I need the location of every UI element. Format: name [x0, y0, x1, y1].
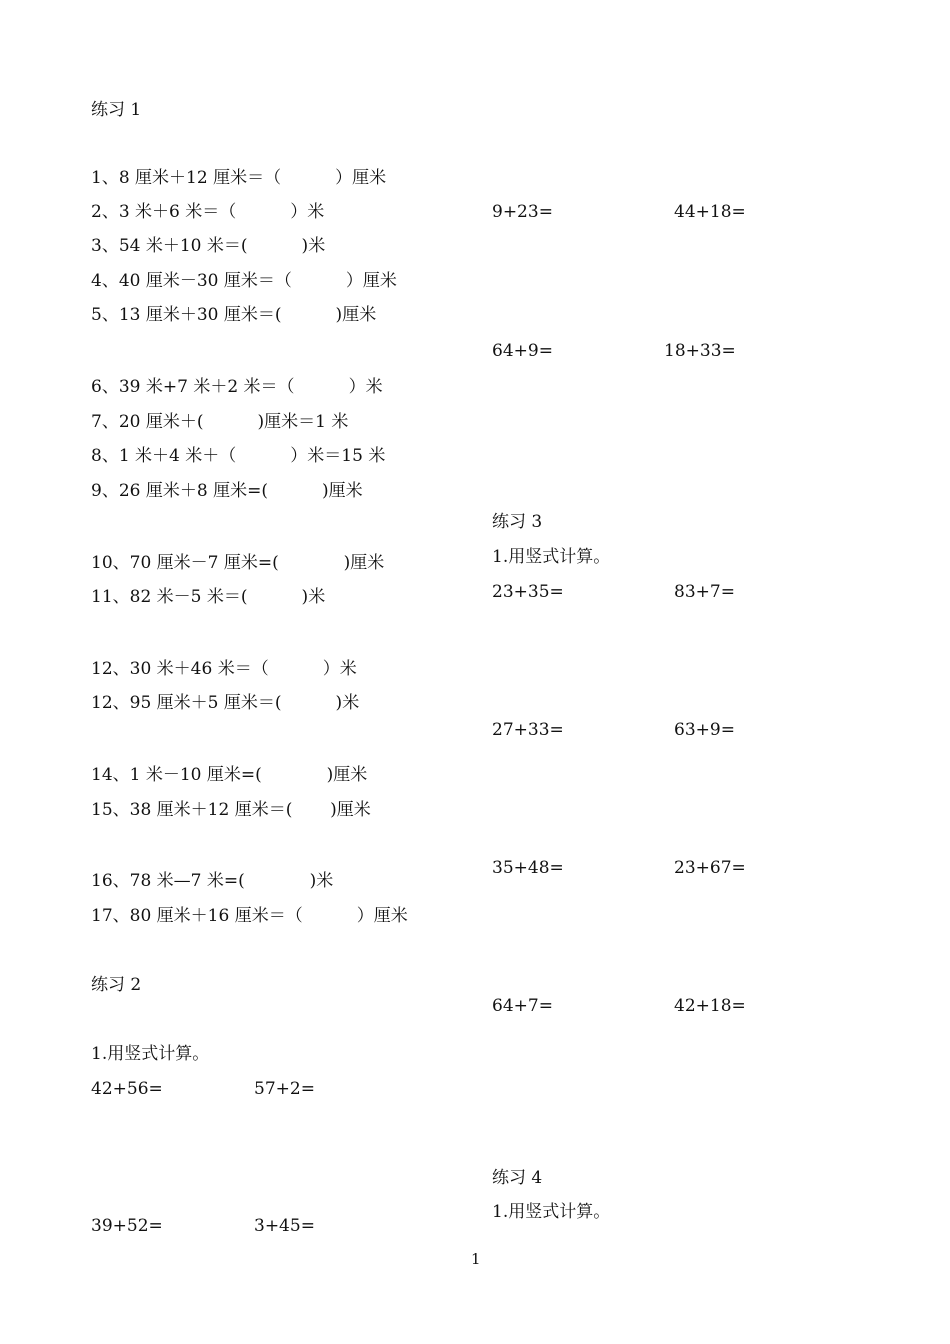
exercise2-instruction: 1.用竖式计算。 [91, 1044, 210, 1064]
exercise1-item: 17、80 厘米＋16 厘米＝（ ）厘米 [91, 906, 408, 926]
right-problem: 44+18= [674, 202, 746, 222]
exercise1-title: 练习 1 [91, 100, 142, 120]
exercise3-instruction: 1.用竖式计算。 [492, 547, 611, 567]
exercise4-instruction: 1.用竖式计算。 [492, 1202, 611, 1222]
exercise3-title: 练习 3 [492, 512, 543, 532]
exercise1-item: 8、1 米＋4 米＋（ ）米＝15 米 [91, 446, 386, 466]
exercise1-item: 14、1 米－10 厘米=( )厘米 [91, 765, 368, 785]
exercise3-problem: 42+18= [674, 996, 746, 1016]
exercise3-problem: 23+35= [492, 582, 564, 602]
exercise4-title: 练习 4 [492, 1168, 543, 1188]
exercise1-item: 5、13 厘米＋30 厘米＝( )厘米 [91, 305, 377, 325]
exercise3-problem: 64+7= [492, 996, 553, 1016]
right-problem: 9+23= [492, 202, 553, 222]
right-problem: 64+9= [492, 341, 553, 361]
exercise2-problem: 3+45= [254, 1216, 315, 1236]
exercise2-problem: 39+52= [91, 1216, 163, 1236]
exercise3-problem: 83+7= [674, 582, 735, 602]
exercise1-item: 16、78 米—7 米=( )米 [91, 871, 334, 891]
exercise1-item: 12、30 米＋46 米＝（ ）米 [91, 659, 357, 679]
exercise1-item: 3、54 米＋10 米＝( )米 [91, 236, 326, 256]
exercise1-item: 6、39 米+7 米＋2 米＝（ ）米 [91, 377, 383, 397]
exercise2-title: 练习 2 [91, 975, 142, 995]
exercise1-item: 9、26 厘米＋8 厘米=( )厘米 [91, 481, 363, 501]
exercise1-item: 2、3 米＋6 米＝（ ）米 [91, 202, 325, 222]
exercise3-problem: 27+33= [492, 720, 564, 740]
exercise2-problem: 57+2= [254, 1079, 315, 1099]
exercise3-problem: 23+67= [674, 858, 746, 878]
exercise3-problem: 35+48= [492, 858, 564, 878]
exercise1-item: 4、40 厘米－30 厘米＝（ ）厘米 [91, 271, 397, 291]
exercise3-problem: 63+9= [674, 720, 735, 740]
exercise1-item: 1、8 厘米＋12 厘米＝（ ）厘米 [91, 168, 387, 188]
exercise1-item: 12、95 厘米＋5 厘米＝( )米 [91, 693, 360, 713]
exercise2-problem: 42+56= [91, 1079, 163, 1099]
right-problem: 18+33= [664, 341, 736, 361]
page-number: 1 [471, 1250, 481, 1268]
exercise1-item: 7、20 厘米＋( )厘米＝1 米 [91, 412, 349, 432]
exercise1-item: 11、82 米－5 米＝( )米 [91, 587, 326, 607]
exercise1-item: 15、38 厘米＋12 厘米＝( )厘米 [91, 800, 371, 820]
exercise1-item: 10、70 厘米－7 厘米=( )厘米 [91, 553, 385, 573]
